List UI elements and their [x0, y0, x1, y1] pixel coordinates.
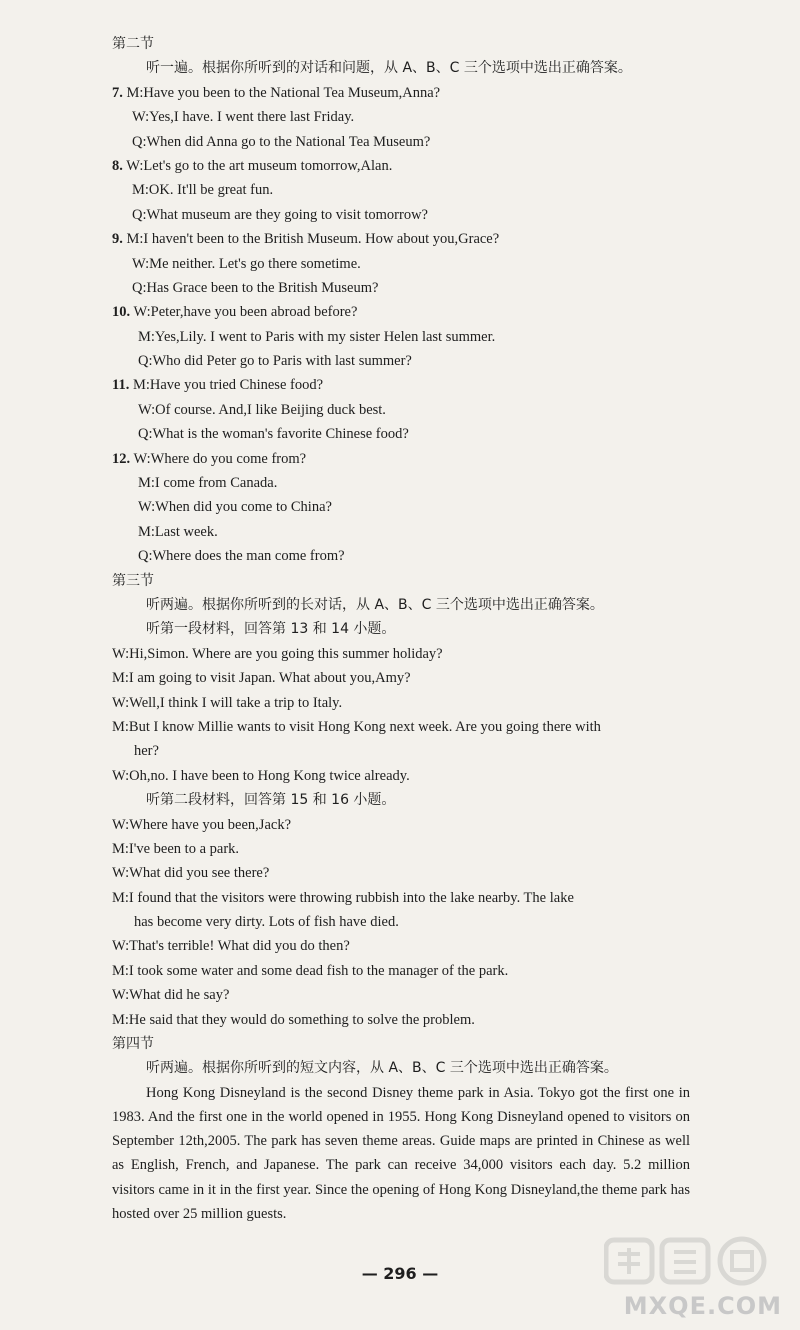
dialogue-line: M:I've been to a park. [112, 840, 240, 857]
question-number: 9. [112, 231, 123, 248]
dialogue-1 [112, 642, 690, 788]
question-8 [112, 154, 690, 227]
dialogue-line [112, 373, 690, 397]
dialogue-line: M:He said that they would do something to solve the problem. [112, 1011, 475, 1028]
dialogue-line: W:What did he say? [112, 987, 230, 1004]
question-number: 12. [112, 450, 131, 467]
dialogue-line: M:OK. It'll be great fun. [132, 182, 274, 199]
dialogue-line: M:I come from Canada. [138, 475, 278, 492]
section-4-heading: 第四节 [112, 1036, 154, 1053]
section-4-instructions: 听两遍。根据你所听到的短文内容，从 A、B、C 三个选项中选出正确答案。 [146, 1060, 618, 1077]
dialogue-line: M:I took some water and some dead fish to the manager of the park. [112, 962, 509, 979]
dialogue-line: M:I found that the visitors were throwing rubbish into the lake nearby. The lake [112, 889, 574, 906]
dialogue-line: W:Me neither. Let's go there sometime. [132, 255, 361, 272]
dialogue-line: M:Last week. [138, 523, 218, 540]
dialogue-line: M:I am going to visit Japan. What about you,Amy? [112, 670, 411, 687]
dialogue-line: her? [134, 743, 159, 760]
line-text: W:Let's go to the art museum tomorrow,Alan. [126, 157, 393, 174]
dialogue-line [112, 154, 690, 178]
line-text: M:Have you tried Chinese food? [132, 377, 324, 394]
dialogue-line: W:Oh,no. I have been to Hong Kong twice already. [112, 767, 410, 784]
watermark-logo-icon [604, 1234, 768, 1288]
dialogue-line [112, 227, 690, 251]
question-number: 8. [112, 157, 123, 174]
part-2-instructions: 听第二段材料，回答第 15 和 16 小题。 [146, 792, 396, 809]
question-line: Q:When did Anna go to the National Tea Museum? [132, 133, 431, 150]
question-11 [112, 373, 690, 446]
question-number: 10. [112, 304, 131, 321]
section-3-heading: 第三节 [112, 572, 154, 589]
dialogue-line: M:But I know Millie wants to visit Hong Kong next week. Are you going there with [112, 718, 601, 735]
dialogue-line: W:Hi,Simon. Where are you going this summer holiday? [112, 645, 443, 662]
section-2-heading: 第二节 [112, 36, 154, 52]
question-line: Q:Has Grace been to the British Museum? [132, 279, 379, 296]
question-number: 11. [112, 377, 130, 394]
question-number: 7. [112, 84, 123, 101]
dialogue-line [112, 300, 690, 324]
dialogue-line: has become very dirty. Lots of fish have died. [134, 914, 399, 931]
section-2-instructions: 听一遍。根据你所听到的对话和问题，从 A、B、C 三个选项中选出正确答案。 [146, 60, 632, 77]
dialogue-line: M:Yes,Lily. I went to Paris with my sister Helen last summer. [138, 328, 496, 345]
dialogue-line: W:Well,I think I will take a trip to Italy. [112, 694, 343, 711]
watermark-url: MXQE.COM [623, 1292, 782, 1320]
question-9 [112, 227, 690, 300]
line-text: W:Peter,have you been abroad before? [133, 304, 358, 321]
dialogue-line: W:When did you come to China? [138, 499, 332, 516]
line-text: M:Have you been to the National Tea Museum,Anna? [126, 84, 441, 101]
line-text: W:Where do you come from? [133, 450, 307, 467]
dialogue-line: W:That's terrible! What did you do then? [112, 938, 350, 955]
page-number: — 296 — [361, 1264, 439, 1283]
passage: Hong Kong Disneyland is the second Disney theme park in Asia. Tokyo got the first one in 1983. And the first one in the world opened in 1955. Hong Kong Disneyland opened to visitors on September 12th,2005. The park has seven theme areas. Guide maps are printed in Chinese as well as English, French, and Japanese. The park can receive 34,000 visitors each day. 5.2 million visitors came in it in the first year. Since the opening of Hong Kong Disneyland,the theme park has hosted over 25 million guests. [112, 1084, 690, 1222]
dialogue-line: W:What did you see there? [112, 865, 270, 882]
dialogue-line: W:Yes,I have. I went there last Friday. [132, 109, 355, 126]
question-12 [112, 447, 690, 569]
question-line: Q:Who did Peter go to Paris with last summer? [138, 353, 412, 370]
question-line: Q:What museum are they going to visit tomorrow? [132, 206, 428, 223]
question-line: Q:Where does the man come from? [138, 548, 345, 565]
dialogue-line: W:Where have you been,Jack? [112, 816, 292, 833]
dialogue-line [112, 447, 690, 471]
question-7 [112, 81, 690, 154]
section-3-instructions: 听两遍。根据你所听到的长对话，从 A、B、C 三个选项中选出正确答案。 [146, 597, 604, 613]
line-text: M:I haven't been to the British Museum. How about you,Grace? [126, 231, 500, 248]
dialogue-line [112, 81, 690, 105]
question-10 [112, 300, 690, 373]
content [112, 32, 690, 1226]
watermark [586, 1232, 786, 1322]
part-1-instructions: 听第一段材料，回答第 13 和 14 小题。 [146, 621, 396, 638]
dialogue-line: W:Of course. And,I like Beijing duck best. [138, 401, 386, 418]
question-line: Q:What is the woman's favorite Chinese food? [138, 426, 409, 443]
dialogue-2 [112, 813, 690, 1033]
